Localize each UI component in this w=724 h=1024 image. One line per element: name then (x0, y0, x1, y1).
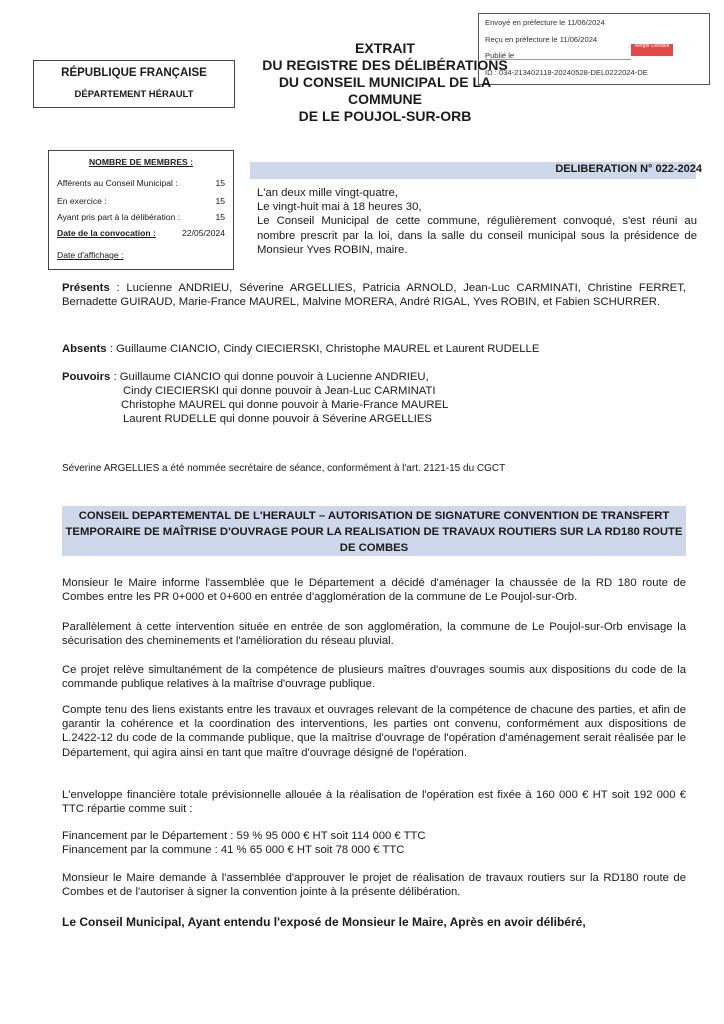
berger-levrault-logo: Berger Levrault (631, 44, 673, 56)
title-line: COMMUNE (348, 91, 422, 107)
subject-text: CONSEIL DEPARTEMENTAL DE L'HERAULT – AUTORISATION DE SIGNATURE CONVENTION DE TRANSFERT TEMPORAIRE DE MAÎTRISE D'OUVRAGE POUR LA REALISATION DE TRAVAUX ROUTIERS SUR LA RD180 ROUTE DE COMBES (65, 510, 683, 554)
members-heading: NOMBRE DE MEMBRES : (88, 157, 194, 167)
stamp-publie: Publié le (485, 51, 515, 60)
title-line: DU CONSEIL MUNICIPAL DE LA (278, 74, 492, 90)
convocation-label: Date de la convocation : (57, 228, 156, 238)
financement-commune: Financement par la commune : 41 % 65 000 € HT soit 78 000 € TTC (62, 844, 405, 856)
title-line: EXTRAIT (355, 40, 415, 56)
exercice-value: 15 (215, 196, 225, 206)
stamp-recu: Reçu en préfecture le 11/06/2024 (485, 35, 598, 44)
presents-section (62, 281, 686, 309)
pouvoir-item: Cindy CIECIERSKI qui donne pouvoir à Jean-Luc CARMINATI (123, 385, 436, 397)
exercice-label: En exercice : (57, 196, 107, 206)
convocation-value: 22/05/2024 (181, 228, 225, 238)
final-statement: Le Conseil Municipal, Ayant entendu l'exposé de Monsieur le Maire, Après en avoir délibéré, (62, 915, 586, 929)
absents-label: Absents (62, 343, 107, 355)
body-p1: Monsieur le Maire informe l'assemblée que le Département a décidé d'aménager la chaussée de la RD 180 route de Combes entre les PR 0+000 et 0+600 en entrée d'agglomération de la commune de Le Poujol-sur-Orb. (62, 577, 686, 604)
absents-section (62, 342, 686, 356)
pouvoirs-list (123, 384, 448, 427)
deliberation-number: DELIBERATION N° 022-2024 (555, 163, 702, 175)
pouvoir-item: Christophe MAUREL qui donne pouvoir à Marie-France MAUREL (121, 399, 449, 412)
body-p4: Compte tenu des liens existants entre les travaux et ouvrages relevant de la compétence de chacune des parties, et afin de garantir la cohérence et la coordination des interventions, les parties ont convenu, conformément aux dispositions de L.2422-12 du code de la commande publique, que la maîtrise d'ouvrage de l'opération d'aménagement serait réalisée par le Département, qui agira ainsi en tant que maître d'ouvrage désigné de l'opération. (62, 704, 686, 759)
members-row-affichage (57, 250, 225, 260)
presents-label: Présents (62, 282, 110, 294)
pouvoirs-label: Pouvoirs (62, 371, 111, 383)
presents-list: : Lucienne ANDRIEU, Séverine ARGELLIES, Patricia ARNOLD, Jean-Luc CARMINATI, Christine FERRET, Bernadette GUIRAUD, Marie-France MAUREL, Malvine MORERA, André RIGAL, Yves ROBIN, et Fabien SCHURRER. (62, 282, 686, 309)
afferents-value: 15 (215, 178, 225, 188)
intro-year: L'an deux mille vingt-quatre, (257, 187, 398, 199)
department-label: DÉPARTEMENT HÉRAULT (74, 89, 194, 100)
members-row-convocation (57, 228, 225, 238)
affichage-label: Date d'affichage : (57, 250, 124, 260)
meeting-intro (257, 186, 697, 257)
pouvoir-item: Laurent RUDELLE qui donne pouvoir à Séverine ARGELLIES (123, 413, 432, 426)
stamp-envoye: Envoyé en préfecture le 11/06/2024 (485, 18, 605, 27)
pris-part-label: Ayant pris part à la délibération : (57, 212, 181, 222)
body-p3: Ce projet relève simultanément de la compétence de plusieurs maîtres d'ouvrages soumis aux dispositions du code de la commande publique relatives à la maîtrise d'ouvrage publique. (62, 664, 686, 691)
pouvoirs-first: : Guillaume CIANCIO qui donne pouvoir à Lucienne ANDRIEU, (110, 371, 429, 383)
pouvoirs-section (62, 370, 686, 384)
stamp-id: ID : 034-213402118-20240528-DEL0222024-DE (485, 68, 648, 77)
republic-box (33, 60, 235, 108)
afferents-label: Afférents au Conseil Municipal : (57, 178, 178, 188)
document-title (230, 40, 540, 125)
body-p2: Parallèlement à cette intervention située en entrée de son agglomération, la commune de Le Poujol-sur-Orb envisage la sécurisation des cheminements et l'amélioration du réseau pluvial. (62, 621, 686, 648)
members-row-pris-part (57, 212, 225, 222)
financement-departement: Financement par le Département : 59 % 95 000 € HT soit 114 000 € TTC (62, 830, 426, 842)
deliberation-subject (62, 506, 686, 556)
republic-label: RÉPUBLIQUE FRANÇAISE (61, 67, 207, 79)
secretaire-note: Séverine ARGELLIES a été nommée secrétaire de séance, conformément à l'art. 2121-15 du CGCT (62, 463, 506, 474)
title-line: DU REGISTRE DES DÉLIBÉRATIONS (262, 57, 508, 73)
intro-meeting: Le Conseil Municipal de cette commune, régulièrement convoqué, s'est réuni au nombre prescrit par la loi, dans la salle du conseil municipal sous la présidence de Monsieur Yves ROBIN, maire. (257, 215, 697, 256)
body-p5: L'enveloppe financière totale prévisionnelle allouée à la réalisation de l'opération est fixée à 160 000 € HT soit 192 000 € TTC répartie comme suit : (62, 789, 686, 816)
intro-date: Le vingt-huit mai à 18 heures 30, (257, 201, 422, 214)
members-row-exercice (57, 196, 225, 206)
pris-part-value: 15 (215, 212, 225, 222)
body-p6: Monsieur le Maire demande à l'assemblée d'approuver le projet de réalisation de travaux routiers sur la RD180 route de Combes et de l'autoriser à signer la convention jointe à la présente délibération. (62, 872, 686, 899)
members-row-afferents (57, 178, 225, 188)
members-box (48, 150, 234, 270)
title-line: DE LE POUJOL-SUR-ORB (298, 108, 472, 124)
absents-list: : Guillaume CIANCIO, Cindy CIECIERSKI, Christophe MAUREL et Laurent RUDELLE (106, 343, 540, 355)
